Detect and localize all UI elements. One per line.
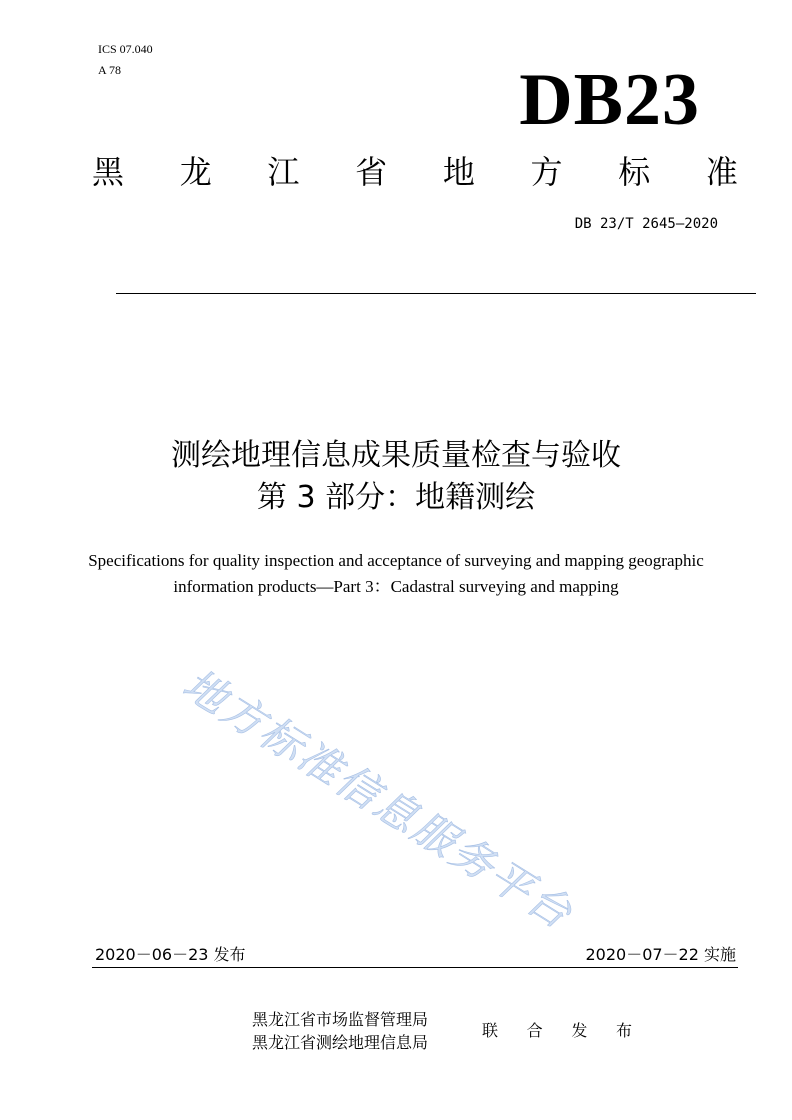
watermark: 地方标准信息服务平台 [174, 659, 583, 940]
standard-class-title [92, 152, 738, 192]
standard-class-char: 地 [442, 153, 475, 191]
standard-class-char: 方 [530, 153, 563, 191]
standard-number: DB 23/T 2645—2020 [574, 216, 718, 232]
joint-release-char: 合 [526, 1021, 543, 1040]
title-zh-part: 第 3 部分：地籍测绘 [256, 480, 536, 515]
joint-release-char: 联 [482, 1021, 499, 1040]
issuer-name: 黑龙江省市场监督管理局 [252, 1010, 429, 1029]
title-en-line: Specifications for quality inspection and acceptance of surveying and mapping geographic [88, 551, 704, 570]
standard-class-char: 准 [705, 153, 738, 191]
ccs-code: A 78 [98, 63, 122, 77]
bottom-divider [92, 967, 738, 968]
joint-release-char: 布 [615, 1021, 632, 1040]
title-zh-main: 测绘地理信息成果质量检查与验收 [171, 438, 621, 473]
implementation-date: 2020－07－22 实施 [585, 945, 736, 964]
standard-class-char: 龙 [179, 153, 212, 191]
ics-code: ICS 07.040 [98, 42, 153, 56]
standard-class-char: 黑 [92, 153, 125, 191]
db23-logo: DB23 [519, 59, 700, 141]
issue-date: 2020－06－23 发布 [95, 945, 246, 964]
joint-release-char: 发 [571, 1021, 588, 1040]
standard-class-char: 省 [355, 153, 388, 191]
standard-class-char: 江 [267, 153, 300, 191]
title-en [40, 548, 752, 600]
joint-release [482, 1020, 632, 1042]
issuing-authorities [252, 1008, 428, 1054]
standard-class-char: 标 [618, 153, 651, 191]
top-divider [116, 293, 756, 294]
title-en-line: information products—Part 3：Cadastral surveying and mapping [173, 577, 619, 596]
issuer-name: 黑龙江省测绘地理信息局 [252, 1033, 429, 1052]
